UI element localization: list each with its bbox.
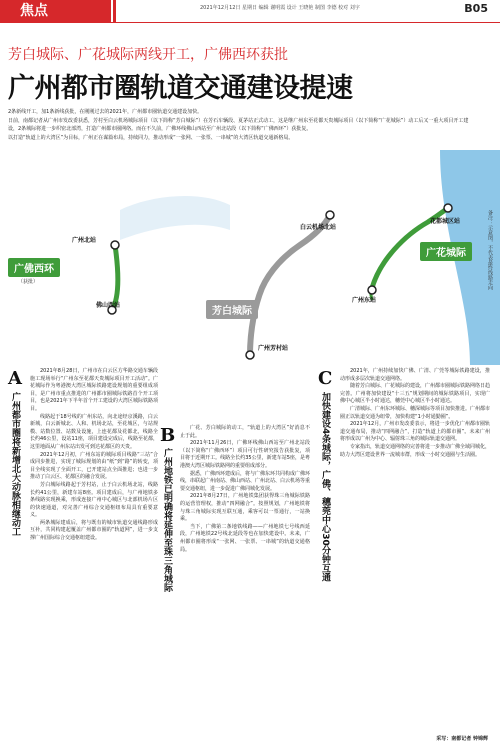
- lead-paragraph: 以打造“轨道上的大湾区”为目标，广州正在谋篇布局，持续同力，推动形成“一张网、一张票、一串城”的大湾区轨道交通新格局。: [8, 135, 294, 141]
- paragraph: 据悉，广佛西环建成后，将与广佛东环共同构成广佛环线，串联起广州南站、佛山西站、广州北站、白云机场等重要交通枢纽，进一步促进广佛同城化发展。: [180, 470, 311, 492]
- line-tag-guanghua: 广花城际: [420, 242, 472, 261]
- station-dot: [326, 211, 334, 219]
- section-body-b: [180, 425, 310, 743]
- page-number: B05: [464, 2, 488, 15]
- header-rule: [0, 22, 500, 23]
- banner-stripe: [108, 0, 116, 22]
- paragraph: 2021年，广州持续加快广佛、广清、广莞等城际铁路建设，推动形成多层次轨道交通网络。: [340, 368, 490, 382]
- station-dot: [444, 204, 452, 212]
- line-fangbai: [250, 215, 330, 355]
- lead-paragraphs: [8, 108, 476, 143]
- section-title-a: 广州都市圈将新增北大动脉相继动工: [10, 392, 20, 536]
- paragraph: 随着芳白城际、广花城际的建设，广州都市圈城际铁路网络日趋完善。广州将加快建设“十三五”规划期间的城际铁路项目，实现广佛中心城区半小时通达，穗莞中心城区半小时通达。: [340, 383, 491, 405]
- station-label: 广州芳村站: [258, 345, 289, 352]
- section-title-b: 广州地铁已明确将延伸至珠三角城际: [162, 448, 172, 592]
- paragraph: 2021年8月28日，广州市在白云区方华路交通车辆段施工现场举行“广州东至花都天贵城际项目开工活动”。广花城际作为粤港澳大湾区城际铁路建设规划的重要组成项目，是广州市重点推进的广州都市圈城际铁路首个开工项目，也是2021年下半年首个开工建设的大湾区城际铁路项目。: [30, 368, 158, 412]
- paragraph: 2021年12月初，广州东站的城际项目线路“三站”合成同步推进，实现了城际规划的由“纸”到“路”的转变，项目全线实现了全面开工，已开建站点全面推进；也进一步推动了白云区、花都区的融合发展。: [30, 451, 158, 481]
- paragraph: 2021年11月26日，广佛环线佛山西站至广州北站段（以下简称“广佛西环”）项目可行性研究报告获批复，项目将于近期开工。线路全长约35公里，新建车站5座，是粤港澳大湾区城际铁路网的重要组成部分。: [180, 440, 310, 469]
- station-label: 广州东站: [352, 297, 377, 304]
- paragraph: 专家指出，轨道交通网络的完善将进一步推动广佛全域同城化，助力大湾区建设世界一流城市群，形成一小时交通圈与生活圈。: [340, 443, 491, 458]
- lead-paragraph: 2条新线开工，加1条新线获批，在刚刚过去的2021年，广州都市圈轨道交通建设加快。: [8, 109, 203, 115]
- station-label: 佛山西站: [96, 302, 121, 309]
- section-title-c: 加快建设4条城际，广佛、穗莞中心30分钟互通: [320, 392, 330, 582]
- issue-meta: 2021年12月12日 星期日 编辑 谢明霞 设计 王晓艳 制图 李德 校对 刘宇: [200, 5, 360, 11]
- paragraph: 两条城际建成后，将与既有的城市轨道交通线路形成互补，共同构建起覆盖广州都市圈的“轨道网”，进一步支撑广州国际综合交通枢纽建设。: [30, 519, 158, 542]
- station-dot: [368, 286, 376, 294]
- paragraph: 2021年12月，广州市发改委表示，将进一步优化广州都市圈轨道交通布局，推动“四网融合”，打造“轨道上的都市圈”。未来广州将形成以广州为中心、辐射珠三角的城际轨道交通网。: [340, 421, 490, 443]
- rail-map: [0, 150, 500, 365]
- section-banner: 焦点: [0, 0, 110, 22]
- line-tag-guangfo-west: 广佛西环: [8, 258, 60, 277]
- paragraph: 2021年8月27日，广州地铁集团获得珠三角城际铁路的运营管理权，推动“四网融合”。按照规划，广州地铁将与珠三角城际实现互联互通，乘客可以一票通行，一站换乘。: [180, 493, 310, 523]
- station-dot: [246, 351, 254, 359]
- station-label: 广州北站: [72, 237, 97, 244]
- section-body-a: [30, 368, 158, 743]
- byline: 采写：南都记者 钟锦辉: [436, 736, 488, 742]
- headline: 广州都市圈轨道交通建设提速: [8, 73, 353, 104]
- paragraph: 线路起于18号线的广州东站，向北途经京溪路，白云新城，白云新城北、人和、机场北站，至花城区，与站规模、站数位置、站数及设施，上连花都及花都北，线路全长约46公里，设站11座，项目建设完成后，线路至花都，这里地面从广州东站出发可到达花都区的天贵。: [30, 413, 158, 450]
- section-body-c: [340, 368, 490, 733]
- page-header: [0, 0, 500, 22]
- section-letter-a: A: [8, 368, 22, 389]
- paragraph: 广花、芳白城际的动工，“轨道上的大湾区”好消息不止于此。: [180, 425, 310, 439]
- station-dot: [111, 241, 119, 249]
- station-label: 白云机场北站: [300, 224, 337, 231]
- paragraph: 芳白城际线路起于芳村站，止于白云机场北站，线路长约41公里，新建车站8座。项目建成后，与广州地铁多条线路实现换乘，形成连接广州中心城区与北部机场片区的快速通道，对完善广州综合交通枢纽布局具有重要意义。: [30, 481, 158, 519]
- paragraph: 广清城际、广州东环城际、穗深城际等项目加快推进。广州都市圈正以轨道交通为纽带，加快构建“1小时通勤圈”。: [340, 405, 491, 420]
- line-tag-fangbai: 芳白城际: [206, 300, 258, 319]
- line-tag-note: （获批）: [18, 279, 39, 285]
- station-label: 花都城区站: [430, 218, 461, 225]
- lead-paragraph: 日前，南都记者从广州市发改委获悉，芳村至白云机场城际项目（以下简称“芳白城际”）在芳石车辆段、夏茅站正式动工，这是继广州东至花都天贵城际项目（以下简称“广花城际”）动工后又一重大项目开工建设，2条城际将进一步织密北部湾，打造广州都市圈网络。而在不久前，广佛环线佛山西站至广州北站段（以下简称“广佛西环”）获批复。: [8, 118, 469, 132]
- paragraph: 当下，广佛第二条地铁线路——广州地铁七号线西延段，广州地铁22号线北延段等也在加快建设中。未来，广州都市圈将形成“一张网、一张票、一串城”的轨道交通格局。: [180, 523, 310, 553]
- section-letter-b: B: [160, 425, 176, 446]
- subheadline: 芳白城际、广花城际两线开工，广佛西环获批: [8, 47, 288, 63]
- section-letter-c: C: [318, 368, 333, 389]
- water-area: [120, 196, 230, 240]
- map-caption: 备注：示意图，不代表最终线路走向: [487, 210, 493, 290]
